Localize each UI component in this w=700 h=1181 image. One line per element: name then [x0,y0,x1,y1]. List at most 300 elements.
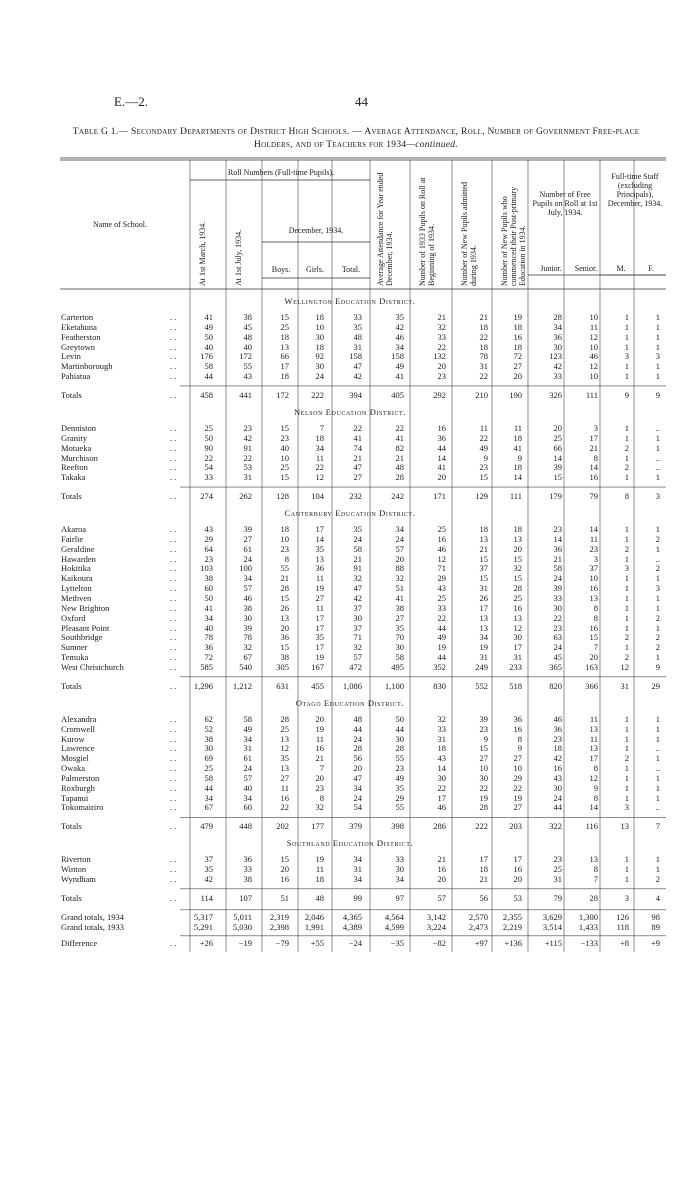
cell-value: 12 [589,772,598,783]
cell-value: 10 [589,573,598,584]
school-name: Takaka [61,472,86,483]
cell-value: 2 [655,563,660,574]
school-name: Tokomairiro [61,802,104,813]
school-name: Difference [61,937,98,948]
cell-value: 49 [437,632,446,643]
cell-value: 36 [204,642,213,653]
header-junior: Junior. [540,264,562,273]
cell-value: 4,389 [342,921,362,932]
leader-dots: .. [170,772,179,783]
cell-value: 10 [315,321,324,332]
cell-value: 18 [280,371,289,382]
cell-value: 52 [204,723,213,734]
cell-value: 1 [655,524,660,535]
cell-value: 3 [624,351,629,362]
cell-value: 1 [655,442,660,453]
cell-value: +97 [474,937,488,948]
cell-value: 107 [239,892,252,903]
cell-value: 9 [655,661,660,672]
cell-value: 1 [655,782,660,793]
cell-value: 20 [513,543,522,554]
cell-value: 44 [204,782,213,793]
cell-value: 13 [589,593,598,603]
cell-value: 55 [280,563,289,574]
cell-value: 322 [549,821,562,832]
cell-value: 18 [513,524,522,535]
cell-value: 16 [513,602,522,613]
cell-value: 23 [553,622,562,633]
page-number: 44 [355,94,368,109]
table-row [0,874,700,885]
cell-value: 15 [280,642,289,653]
cell-value: 70 [395,632,404,643]
cell-value: 4,564 [384,911,404,922]
cell-value: 222 [311,389,324,400]
cell-value: 15 [280,422,289,433]
cell-value: 46 [243,593,252,603]
cell-value: 1 [655,753,660,764]
cell-value: 49 [395,361,404,372]
leader-dots: .. [170,351,179,362]
leader-dots: .. [170,341,179,352]
cell-value: 17 [479,854,488,865]
cell-value: 11 [589,713,598,724]
cell-value: 1 [655,371,660,382]
cell-value: 47 [353,361,362,372]
cell-value: 23 [437,371,446,382]
cell-value: 11 [315,602,324,613]
cell-value: 40 [243,782,252,793]
cell-value: −35 [390,937,404,948]
cell-value: 14 [553,533,562,544]
cell-value: 1,086 [342,680,362,691]
cell-value: 23 [553,854,562,865]
cell-value: 18 [280,331,289,342]
cell-value: 16 [553,763,562,774]
cell-value: 45 [553,652,562,663]
cell-value: 3,224 [426,921,446,932]
cell-value: 1 [655,312,660,322]
cell-value: +8 [619,937,629,948]
cell-value: 2 [655,533,660,544]
cell-value: 17 [513,642,522,653]
cell-value: 35 [280,753,289,764]
cell-value: 34 [204,612,213,623]
cell-value: 82 [395,442,404,453]
cell-value: 33 [553,371,562,382]
school-name: Carterton [61,312,94,322]
cell-value: 35 [315,632,324,643]
school-name: Pahiatua [61,371,91,382]
cell-value: 27 [513,753,522,764]
cell-value: 30 [437,772,446,783]
cell-value: 3 [593,422,598,433]
cell-value: 78 [243,632,252,643]
cell-value: 56 [353,753,362,764]
cell-value: 249 [475,661,488,672]
cell-value: 23 [395,763,404,774]
cell-value: 1 [655,361,660,372]
cell-value: −19 [238,937,252,948]
cell-value: 27 [513,802,522,813]
cell-value: 31 [243,472,252,483]
cell-value: 56 [479,892,488,903]
cell-value: 46 [437,543,446,554]
cell-value: 22 [395,422,404,433]
cell-value: 13 [280,612,289,623]
leader-dots: .. [170,937,179,948]
totals-row [0,821,700,832]
cell-value: 17 [479,602,488,613]
header-free: Number of Free Pupils on Roll at 1st July, 1934. [532,190,598,217]
cell-value: 19 [315,854,324,865]
cell-value: 41 [204,312,213,322]
cell-value: 1 [624,361,629,372]
cell-value: 98 [651,911,660,922]
cell-value: 28 [395,472,404,483]
cell-value: 29 [651,680,660,691]
cell-value: 1 [655,622,660,633]
cell-value: 16 [280,874,289,884]
cell-value: 18 [315,874,324,884]
cell-value: 1,100 [384,680,404,691]
cell-value: 7 [655,821,660,832]
school-name: Denniston [61,422,96,433]
leader-dots: .. [170,874,179,884]
cell-value: 2,355 [502,911,522,922]
table-row [0,662,700,673]
cell-value: 9 [517,452,522,463]
cell-value: 24 [315,371,324,382]
cell-value: 28 [553,312,562,322]
cell-value: 47 [353,772,362,783]
cell-value: 203 [509,821,522,832]
cell-value: 18 [479,524,488,535]
cell-value: 35 [395,312,404,322]
cell-value: 43 [553,772,562,783]
cell-value: 15 [479,553,488,564]
cell-value: 60 [243,802,252,813]
cell-value: 38 [243,874,252,884]
cell-value: 16 [315,743,324,754]
cell-value: 128 [276,491,289,502]
cell-value: 25 [280,723,289,734]
cell-value: 1 [624,312,629,322]
leader-dots: .. [170,452,179,463]
cell-value: 66 [553,442,562,453]
cell-value: 41 [513,442,522,453]
leader-dots: .. [170,583,179,594]
cell-value: 1 [624,713,629,724]
cell-value: 540 [239,661,252,672]
cell-value: 172 [276,389,289,400]
school-name: Lawrence [61,743,95,754]
cell-value: 32 [437,713,446,724]
leader-dots: .. [170,593,179,603]
cell-value: 19 [479,642,488,653]
cell-value: 43 [243,371,252,382]
cell-value: 172 [239,351,252,362]
cell-value: 1,296 [193,680,213,691]
cell-value: 15 [553,472,562,483]
cell-value: 16 [513,723,522,734]
cell-value: 23 [479,723,488,734]
cell-value: 41 [353,432,362,443]
cell-value: 16 [589,622,598,633]
cell-value: 11 [315,573,324,584]
cell-value: 34 [479,632,488,643]
cell-value: 22 [437,341,446,352]
cell-value: 29 [437,573,446,584]
cell-value: 40 [204,341,213,352]
cell-value: 15 [479,472,488,483]
cell-value: 30 [479,772,488,783]
leader-dots: .. [170,753,179,764]
cell-value: 58 [353,543,362,554]
cell-value: 37 [204,854,213,865]
cell-value: 57 [243,772,252,783]
cell-value: 242 [391,491,404,502]
cell-value: 1 [624,763,629,774]
cell-value: 20 [315,713,324,724]
cell-value: 41 [204,602,213,613]
cell-value: 2 [655,874,660,884]
cell-value: 292 [433,389,446,400]
cell-value: 13 [479,622,488,633]
cell-value: 1 [624,371,629,382]
cell-value: 46 [395,331,404,342]
cell-value: 14 [315,533,324,544]
cell-value: 18 [315,312,324,322]
cell-value: 92 [315,351,324,362]
cell-value: 286 [433,821,446,832]
school-name: Methven [61,593,92,603]
cell-value: 33 [437,723,446,734]
cell-value: 274 [200,491,213,502]
cell-value: 28 [479,802,488,813]
cell-value: 5,291 [193,921,213,932]
cell-value: 1 [624,472,629,483]
cell-value: 20 [589,652,598,663]
school-name: Reefton [61,462,88,473]
section-heading: Southland Education District. [286,838,414,849]
cell-value: 1 [624,422,629,433]
cell-value: 40 [280,442,289,453]
cell-value: 3 [624,563,629,574]
school-name: Southbridge [61,632,103,643]
cell-value: 18 [479,864,488,875]
cell-value: .. [655,743,660,754]
cell-value: 103 [200,563,213,574]
header-december: December, 1934. [288,226,344,235]
cell-value: 1 [624,723,629,734]
cell-value: .. [655,553,660,564]
cell-value: 22 [479,782,488,793]
cell-value: 55 [395,753,404,764]
school-name: Mosgiel [61,753,89,764]
cell-value: 210 [475,389,488,400]
cell-value: 352 [433,661,446,672]
cell-value: 19 [315,723,324,734]
header-avg: Average Attendance for Year ended December, 1934. [376,172,394,286]
title-suffix: —continued. [406,140,459,150]
cell-value: 18 [437,743,446,754]
cell-value: 50 [395,713,404,724]
cell-value: 1 [624,432,629,443]
school-name: Wyndham [61,874,96,884]
cell-value: 31 [353,341,362,352]
leader-dots: .. [170,361,179,372]
school-name: Winton [61,864,87,875]
leader-dots: .. [170,612,179,623]
header-girls: Girls. [306,265,324,274]
cell-value: 8 [624,491,629,502]
cell-value: 19 [315,652,324,663]
cell-value: .. [655,462,660,473]
cell-value: 48 [353,331,362,342]
cell-value: 21 [479,312,488,322]
cell-value: 35 [204,864,213,875]
cell-value: 2 [655,632,660,643]
cell-value: 20 [437,874,446,884]
cell-value: 31 [243,743,252,754]
leader-dots: .. [170,389,179,400]
cell-value: 455 [311,680,324,691]
cell-value: 830 [433,680,446,691]
cell-value: 20 [437,472,446,483]
section-heading: Otago Education District. [295,697,405,708]
cell-value: 33 [204,472,213,483]
cell-value: 1,300 [578,911,598,922]
leader-dots: .. [170,524,179,535]
cell-value: 38 [395,602,404,613]
cell-value: 7 [319,763,324,774]
leader-dots: .. [170,622,179,633]
header-boys: Boys. [271,265,291,274]
cell-value: 17 [315,612,324,623]
title-prefix: Table G 1. [72,127,119,137]
cell-value: 36 [315,563,324,574]
cell-value: 88 [395,563,404,574]
cell-value: 35 [395,782,404,793]
header-roll: Roll Numbers (Full-time Pupils). [227,168,335,177]
cell-value: 1 [624,452,629,463]
cell-value: 36 [553,543,562,554]
cell-value: 31 [479,652,488,663]
cell-value: 190 [509,389,522,400]
header-new-admitted: Number of New Pupils admitted during 1934. [460,182,478,286]
cell-value: 31 [437,733,446,744]
cell-value: 20 [315,772,324,783]
cell-value: 9 [483,733,488,744]
cell-value: 33 [553,593,562,603]
cell-value: 232 [349,491,362,502]
cell-value: 177 [311,821,324,832]
cell-value: 34 [353,874,362,884]
cell-value: 8 [319,792,324,803]
cell-value: 46 [437,802,446,813]
cell-value: 30 [315,331,324,342]
cell-value: 10 [589,371,598,382]
cell-value: 7 [593,642,598,653]
cell-value: 24 [243,763,252,774]
cell-value: 32 [353,573,362,584]
cell-value: 13 [589,743,598,754]
cell-value: 11 [589,321,598,332]
cell-value: 1 [655,733,660,744]
cell-value: 1,991 [304,921,324,932]
cell-value: 20 [513,371,522,382]
cell-value: 11 [315,733,324,744]
cell-value: 1 [624,593,629,603]
cell-value: −24 [348,937,362,948]
cell-value: 9 [624,389,629,400]
cell-value: 23 [243,422,252,433]
cell-value: 1 [624,782,629,793]
cell-value: 21 [479,874,488,884]
cell-value: 24 [553,792,562,803]
cell-value: 19 [513,312,522,322]
cell-value: 45 [243,321,252,332]
cell-value: 16 [513,331,522,342]
cell-value: 15 [479,573,488,584]
cell-value: 57 [243,583,252,594]
cell-value: 64 [204,543,213,554]
header-new-commenced: Number of New Pupils who commenced their Post-primary Education in 1934. [500,186,527,286]
cell-value: 54 [204,462,213,473]
leader-dots: .. [170,533,179,544]
cell-value: 20 [437,361,446,372]
cell-value: 47 [353,583,362,594]
leader-dots: .. [170,652,179,663]
cell-value: 42 [353,593,362,603]
cell-value: 158 [349,351,362,362]
cell-value: 2,219 [502,921,522,932]
cell-value: 27 [479,753,488,764]
cell-value: 1 [624,524,629,535]
cell-value: .. [655,452,660,463]
cell-value: 1 [624,792,629,803]
cell-value: 15 [589,632,598,643]
cell-value: 16 [589,472,598,483]
cell-value: 398 [391,821,404,832]
leader-dots: .. [170,680,179,691]
cell-value: 35 [395,622,404,633]
cell-value: 50 [204,593,213,603]
cell-value: 48 [353,713,362,724]
cell-value: 3 [593,553,598,564]
cell-value: 32 [395,573,404,584]
cell-value: 20 [280,622,289,633]
cell-value: 448 [239,821,252,832]
cell-value: 48 [243,331,252,342]
cell-value: 49 [479,442,488,453]
cell-value: +26 [199,937,213,948]
school-name: Pleasant Point [61,622,110,633]
leader-dots: .. [170,462,179,473]
leader-dots: .. [170,802,179,813]
cell-value: 1 [624,533,629,544]
leader-dots: .. [170,821,179,832]
cell-value: 35 [353,524,362,535]
cell-value: 126 [616,911,629,922]
cell-value: 27 [513,361,522,372]
leader-dots: .. [170,632,179,643]
cell-value: 9 [593,782,598,793]
cell-value: 30 [243,612,252,623]
cell-value: 32 [243,642,252,653]
cell-value: 25 [437,524,446,535]
